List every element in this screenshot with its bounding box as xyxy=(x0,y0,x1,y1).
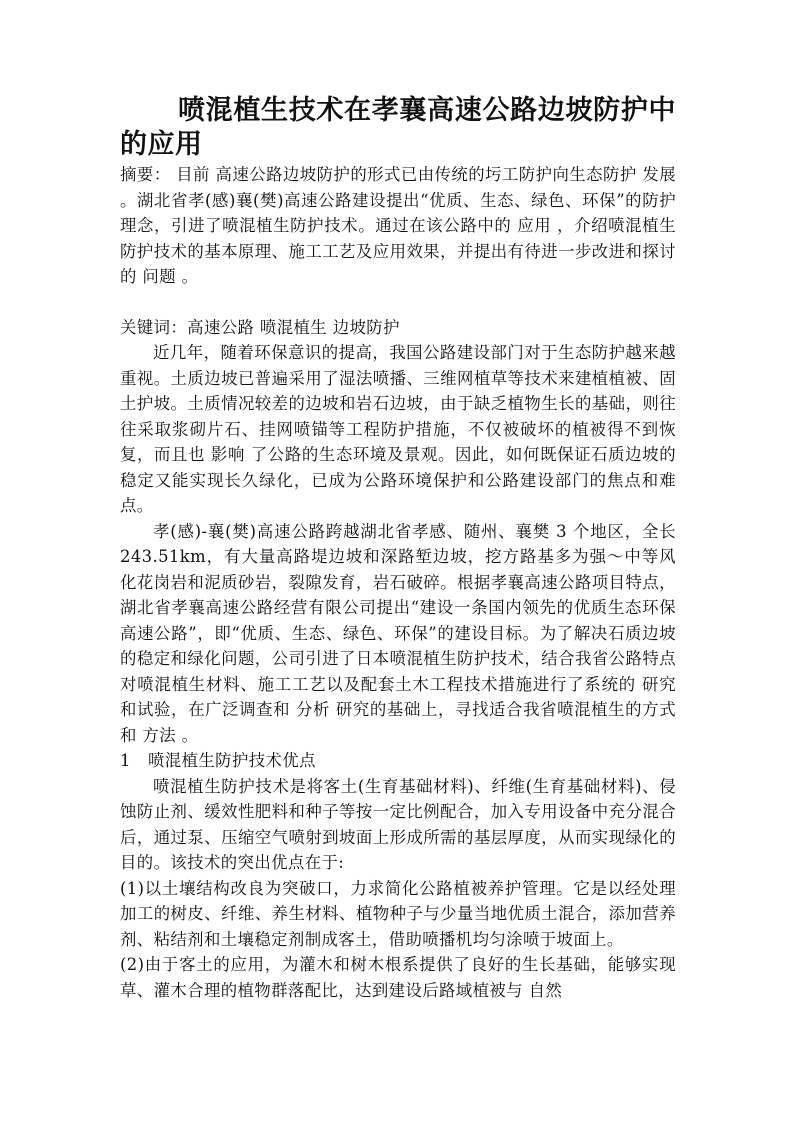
keywords-line: 关键词：高速公路 喷混植生 边坡防护 xyxy=(120,317,400,337)
section-intro-paragraph: 喷混植生防护技术是将客土(生育基础材料)、纤维(生育基础材料)、侵蚀防止剂、缓效性肥料和种子等按一定比例配合，加入专用设备中充分混合后，通过泵、压缩空气喷射到坡面上形成所需的基层厚度，从而实现绿化的目的。该技术的突出优点在于: xyxy=(120,776,676,872)
list-item: (1)以土壤结构改良为突破口，力求简化公路植被养护管理。它是以经处理加工的树皮、纤维、养生材料、植物种子与少量当地优质土混合，添加营养剂、粘结剂和土壤稳定剂制成客土，借助喷播机均匀涂喷于坡面上。 xyxy=(120,878,676,949)
list-item: (2)由于客土的应用，为灌木和树木根系提供了良好的生长基础，能够实现草、灌木合理的植物群落配比，达到建设后路域植被与 自然 xyxy=(120,955,676,1000)
document-page xyxy=(120,94,676,1003)
body-paragraph: 孝(感)-襄(樊)高速公路跨越湖北省孝感、随州、襄樊 3 个地区，全长 243.51km，有大量高路堤边坡和深路堑边坡，挖方路基多为强～中等风化花岗岩和泥质砂岩，裂隙发育，岩石破碎。根据孝襄高速公路项目特点，湖北省孝襄高速公路经营有限公司提出“建设一条国内领先的优质生态环保高速公路”，即“优质、生态、绿色、环保”的建设目标。为了解决石质边坡的稳定和绿化问题，公司引进了日本喷混植生防护技术，结合我省公路特点对喷混植生材料、施工工艺以及配套土木工程技术措施进行了系统的 研究 和试验，在广泛调查和 分析 研究的基础上，寻找适合我省喷混植生的方式和 方法 。 xyxy=(120,521,676,745)
abstract-paragraph: 摘要： 目前 高速公路边坡防护的形式已由传统的圬工防护向生态防护 发展 。湖北省孝(感)襄(樊)高速公路建设提出“优质、生态、绿色、环保”的防护理念，引进了喷混植生防护技术。通过在该公路中的 应用 ，介绍喷混植生防护技术的基本原理、施工工艺及应用效果，并提出有待进一步改进和探讨的 问题 。 xyxy=(120,165,676,286)
body-paragraph: 近几年，随着环保意识的提高，我国公路建设部门对于生态防护越来越重视。土质边坡已普遍采用了湿法喷播、三维网植草等技术来建植植被、固土护坡。土质情况较差的边坡和岩石边坡，由于缺乏植物生长的基础，则往往采取浆砌片石、挂网喷锚等工程防护措施，不仅被破坏的植被得不到恢复，而且也 影响 了公路的生态环境及景观。因此，如何既保证石质边坡的稳定又能实现长久绿化，已成为公路环境保护和公路建设部门的焦点和难点。 xyxy=(120,343,676,515)
section-number: 1 xyxy=(120,751,131,770)
section-heading xyxy=(120,748,676,774)
document-title: 喷混植生技术在孝襄高速公路边坡防护中的应用 xyxy=(120,95,676,160)
paragraph-gap xyxy=(120,290,676,315)
section-title: 喷混植生防护技术优点 xyxy=(148,751,316,770)
